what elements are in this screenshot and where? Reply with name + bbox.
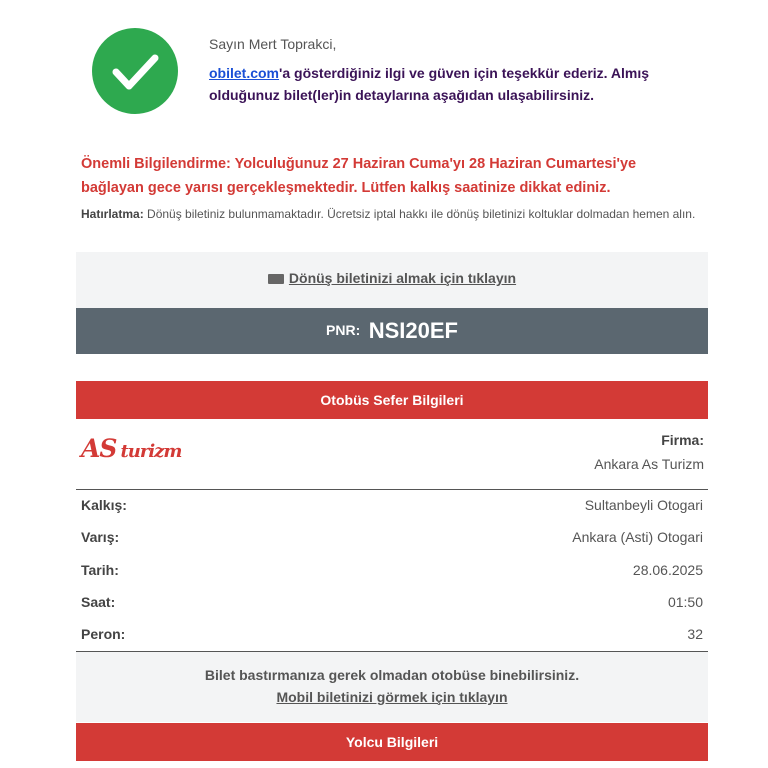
important-notice: Önemli Bilgilendirme: Yolculuğunuz 27 Haziran Cuma'yı 28 Haziran Cumartesi'ye bağlayan gece yarısı gerçekleşmektedir. Lütfen kalkış saatinize dikkat ediniz. (81, 156, 637, 196)
reminder (81, 204, 701, 224)
divider (76, 489, 708, 490)
row-label: Kalkış: (81, 497, 127, 513)
reminder-text: Dönüş biletiniz bulunmamaktadır. Ücretsiz iptal hakkı ile dönüş biletinizi koltuklar dolmadan hemen alın. (143, 207, 696, 221)
row-value: 28.06.2025 (632, 562, 703, 578)
info-row-date (81, 562, 703, 584)
mobile-ticket-box (76, 652, 708, 722)
pnr-bar (76, 308, 708, 354)
firma-value: Ankara As Turizm (594, 456, 704, 472)
row-value: Ankara (Asti) Otogari (572, 529, 703, 545)
obilet-link[interactable]: obilet.com (209, 65, 280, 81)
row-value: Sultanbeyli Otogari (584, 497, 703, 513)
thanks-message (209, 62, 709, 106)
thanks-text: 'a gösterdiğiniz ilgi ve güven için teşekkür ederiz. Almış olduğunuz bilet(ler)in detaylarına aşağıdan ulaşabilirsiniz. (209, 65, 650, 103)
row-value: 32 (687, 626, 703, 642)
firma-label: Firma: (661, 432, 704, 448)
return-ticket-box (76, 252, 708, 308)
success-check-icon (92, 28, 178, 114)
logo-text: AS (81, 434, 117, 463)
row-label: Saat: (81, 594, 116, 610)
pnr-label: PNR: (326, 322, 361, 338)
row-label: Tarih: (81, 562, 119, 578)
mobile-ticket-text: Bilet bastırmanıza gerek olmadan otobüse binebilirsiniz. (204, 667, 580, 683)
reminder-label: Hatırlatma: (81, 207, 144, 221)
info-row-arrival (81, 529, 703, 551)
row-label: Peron: (81, 626, 126, 642)
row-label: Varış: (81, 529, 120, 545)
info-row-time (81, 594, 703, 616)
info-row-departure (81, 497, 703, 519)
ticket-icon (268, 274, 284, 284)
row-value: 01:50 (667, 594, 703, 610)
return-ticket-link[interactable] (268, 270, 516, 286)
passenger-section-header: Yolcu Bilgileri (76, 723, 708, 761)
info-row-platform (81, 626, 703, 648)
greeting: Sayın Mert Toprakci, (209, 36, 337, 52)
pnr-code: NSI20EF (368, 318, 458, 343)
logo-subtext: turizm (120, 441, 182, 462)
trip-section-header: Otobüs Sefer Bilgileri (76, 381, 708, 419)
return-ticket-label: Dönüş biletinizi almak için tıklayın (288, 270, 517, 286)
mobile-ticket-link[interactable]: Mobil biletinizi görmek için tıklayın (276, 689, 508, 705)
company-logo (81, 434, 181, 463)
